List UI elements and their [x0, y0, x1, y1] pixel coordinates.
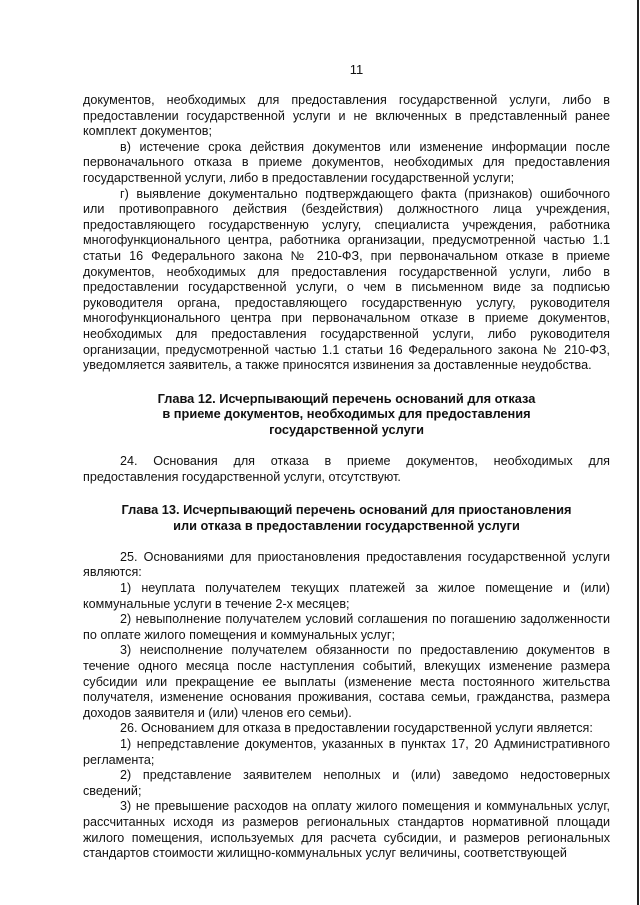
paragraph-25-item-1: 1) неуплата получателем текущих платежей за жилое помещение и (или) коммунальные услуги в течение 2-х месяцев; — [83, 581, 610, 611]
scan-edge-line — [637, 0, 639, 905]
paragraph-24: 24. Основания для отказа в приеме документов, необходимых для предоставления государственной услуги, отсутствуют. — [83, 454, 610, 484]
paragraph-item-v: в) истечение срока действия документов или изменение информации после первоначального отказа в приеме документов, необходимых для предоставления государственной услуги, либо в предоставлении государственной услуги; — [83, 139, 610, 185]
chapter-13-heading — [83, 502, 610, 534]
chapter-12-heading-line-3: государственной услуги — [269, 422, 424, 438]
paragraph-26: 26. Основанием для отказа в предоставлении государственной услуги является: — [120, 721, 593, 736]
paragraph-26-item-3: 3) не превышение расходов на оплату жилого помещения и коммунальных услуг, рассчитанных исходя из размеров региональных стандартов нормативной площади жилого помещения, используемых для расчета субсидии, и размеров региональных стандартов стоимости жилищно-коммунальных услуг величины, соответствующей — [83, 799, 610, 861]
paragraph-item-g: г) выявление документально подтверждающего факта (признаков) ошибочного или противоправного действия (бездействия) должностного лица учреждения, предоставляющего государственную услугу, специалиста учреждения, работника многофункционального центра, работника организации, предусмотренной частью 1.1 статьи 16 Федерального закона № 210-ФЗ, при первоначальном отказе в приеме документов, необходимых для предоставления государственной услуги, либо в предоставлении государственной услуги, о чем в письменном виде за подписью руководителя органа, предоставляющего государственную услугу, руководителя многофункционального центра при первоначальном отказе в приеме документов, необходимых для предоставления государственной услуги, либо руководителя организации, предусмотренной частью 1.1 статьи 16 Федерального закона № 210-ФЗ, уведомляется заявитель, а также приносятся извинения за доставленные неудобства. — [83, 186, 610, 373]
chapter-12-heading-line-2: в приеме документов, необходимых для предоставления — [162, 406, 531, 422]
chapter-13-heading-line-2: или отказа в предоставлении государственной услуги — [173, 518, 520, 534]
paragraph-25: 25. Основаниями для приостановления предоставления государственной услуги являются: — [83, 549, 610, 580]
paragraph-continuation: документов, необходимых для предоставления государственной услуги, либо в предоставлении государственной услуги и не включенных в представленный ранее комплект документов; — [83, 93, 610, 139]
paragraph-25-item-3: 3) неисполнение получателем обязанности по предоставлению документов в течение одного месяца после наступления событий, влекущих изменение размера субсидии или прекращение ее выплаты (изменение места постоянного жительства получателя, изменение основания проживания, состава семьи, гражданства, размера доходов заявителя и (или) членов его семьи). — [83, 643, 610, 720]
paragraph-25-item-2: 2) невыполнение получателем условий соглашения по погашению задолженности по оплате жилого помещения и коммунальных услуг; — [83, 612, 610, 642]
paragraph-26-item-2: 2) представление заявителем неполных и (или) заведомо недостоверных сведений; — [83, 768, 610, 798]
chapter-13-heading-line-1: Глава 13. Исчерпывающий перечень оснований для приостановления — [121, 502, 572, 518]
paragraph-26-item-1: 1) непредставление документов, указанных в пунктах 17, 20 Административного регламента; — [83, 736, 610, 767]
page-number: 11 — [349, 62, 364, 77]
chapter-12-heading-line-1: Глава 12. Исчерпывающий перечень оснований для отказа — [157, 390, 536, 406]
chapter-12-heading — [83, 391, 610, 438]
